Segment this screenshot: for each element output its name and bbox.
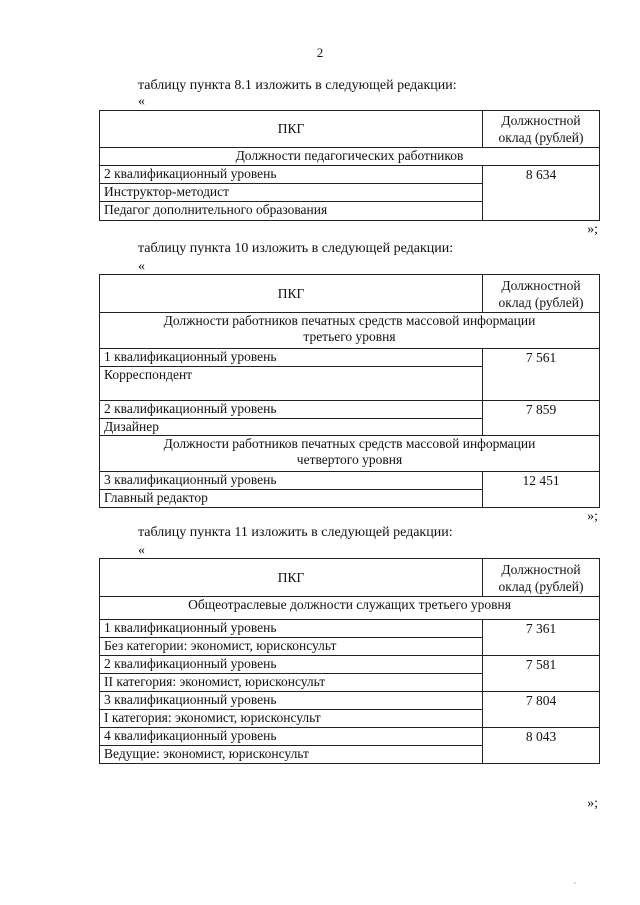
header-salary-line1: Должностной xyxy=(501,561,581,577)
header-salary-line2: оклад (рублей) xyxy=(498,294,584,310)
position-cell: Инструктор-методист xyxy=(100,184,483,202)
section-title-line2: третьего уровня xyxy=(303,329,396,344)
position-cell: Ведущие: экономист, юрисконсульт xyxy=(100,746,483,764)
section-title xyxy=(100,313,600,349)
table-row xyxy=(100,472,600,490)
close-quote: »; xyxy=(587,222,598,237)
intro-text-10: таблицу пункта 10 изложить в следующей редакции: xyxy=(138,241,454,256)
level-cell: 1 квалификационный уровень xyxy=(100,349,483,367)
table-row xyxy=(100,656,600,674)
position-cell: Дизайнер xyxy=(100,419,483,436)
section-title-line1: Должности работников печатных средств массовой информации xyxy=(163,313,536,328)
close-quote: »; xyxy=(587,796,598,811)
table-8-1 xyxy=(99,110,600,221)
close-quote: »; xyxy=(587,509,598,524)
header-pkg: ПКГ xyxy=(100,111,483,148)
header-salary-line2: оклад (рублей) xyxy=(498,578,584,594)
section-title-line2: четвертого уровня xyxy=(296,452,403,467)
salary-cell: 7 581 xyxy=(483,656,600,692)
table-10 xyxy=(99,274,600,508)
position-cell: II категория: экономист, юрисконсульт xyxy=(100,674,483,692)
position-cell: Корреспондент xyxy=(100,367,483,401)
position-cell: Без категории: экономист, юрисконсульт xyxy=(100,638,483,656)
salary-cell: 8 043 xyxy=(483,728,600,764)
level-cell: 2 квалификационный уровень xyxy=(100,401,483,419)
level-cell: 2 квалификационный уровень xyxy=(100,166,483,184)
salary-cell: 12 451 xyxy=(483,472,600,508)
table-row xyxy=(100,349,600,367)
header-pkg: ПКГ xyxy=(100,559,483,597)
position-cell: Главный редактор xyxy=(100,490,483,508)
header-salary-line2: оклад (рублей) xyxy=(498,130,584,145)
table-11 xyxy=(99,558,600,764)
open-quote: « xyxy=(138,543,145,558)
table-row xyxy=(100,166,600,184)
header-salary-line1: Должностной xyxy=(501,277,581,293)
level-cell: 4 квалификационный уровень xyxy=(100,728,483,746)
level-cell: 2 квалификационный уровень xyxy=(100,656,483,674)
salary-cell: 7 804 xyxy=(483,692,600,728)
section-title: Должности педагогических работников xyxy=(100,148,600,166)
level-cell: 3 квалификационный уровень xyxy=(100,472,483,490)
header-pkg: ПКГ xyxy=(100,275,483,313)
salary-cell: 8 634 xyxy=(483,166,600,221)
section-title-line1: Должности работников печатных средств массовой информации xyxy=(163,436,536,451)
intro-text-8-1: таблицу пункта 8.1 изложить в следующей редакции: xyxy=(138,78,457,93)
table-row xyxy=(100,728,600,746)
header-salary xyxy=(483,275,600,313)
salary-cell: 7 859 xyxy=(483,401,600,436)
position-cell: Педагог дополнительного образования xyxy=(100,202,483,221)
section-title: Общеотраслевые должности служащих третьего уровня xyxy=(100,597,600,620)
intro-text-11: таблицу пункта 11 изложить в следующей редакции: xyxy=(138,525,453,540)
open-quote: « xyxy=(138,259,145,274)
table-row xyxy=(100,692,600,710)
position-cell: I категория: экономист, юрисконсульт xyxy=(100,710,483,728)
salary-cell: 7 561 xyxy=(483,349,600,401)
table-row xyxy=(100,620,600,638)
scan-speck xyxy=(574,882,576,884)
salary-cell: 7 361 xyxy=(483,620,600,656)
page-number: 2 xyxy=(316,45,324,60)
open-quote: « xyxy=(138,94,145,109)
level-cell: 3 квалификационный уровень xyxy=(100,692,483,710)
header-salary-line1: Должностной xyxy=(501,113,581,128)
table-row xyxy=(100,401,600,419)
header-salary xyxy=(483,111,600,148)
section-title xyxy=(100,436,600,472)
header-salary xyxy=(483,559,600,597)
level-cell: 1 квалификационный уровень xyxy=(100,620,483,638)
